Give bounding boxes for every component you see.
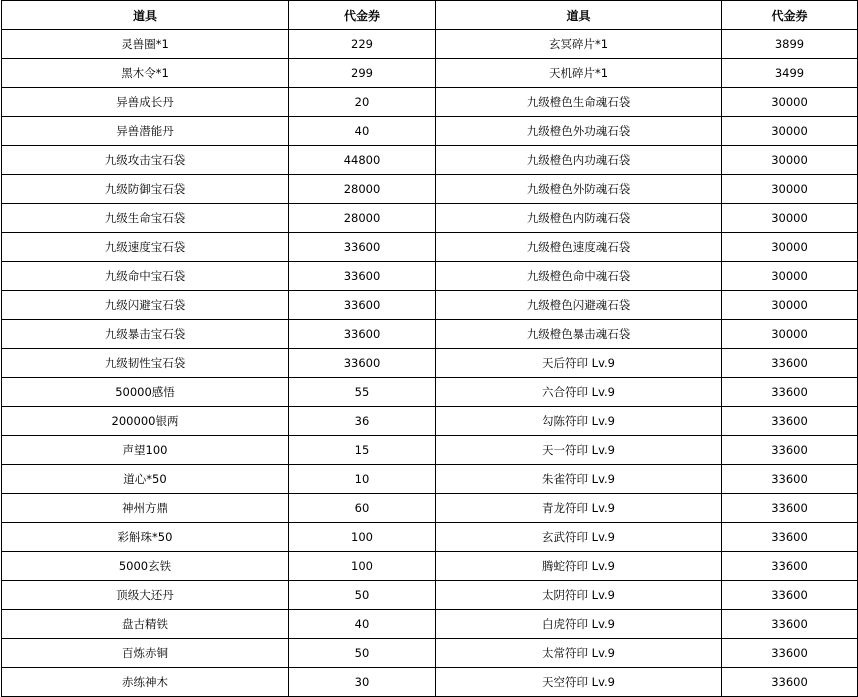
- left-price-cell: 44800: [289, 146, 436, 175]
- right-price-cell: 3899: [722, 30, 858, 59]
- left-price-cell: 36: [289, 407, 436, 436]
- left-item-cell: 神州方鼎: [2, 494, 289, 523]
- left-price-cell: 30: [289, 668, 436, 697]
- table-row: [2, 610, 858, 639]
- left-item-cell: 异兽成长丹: [2, 88, 289, 117]
- right-price-cell: 33600: [722, 610, 858, 639]
- table-row: [2, 378, 858, 407]
- table-row: [2, 262, 858, 291]
- table-row: [2, 291, 858, 320]
- right-item-cell: 九级橙色外防魂石袋: [436, 175, 722, 204]
- left-price-cell: 33600: [289, 233, 436, 262]
- left-price-cell: 28000: [289, 175, 436, 204]
- right-item-cell: 九级橙色闪避魂石袋: [436, 291, 722, 320]
- right-price-cell: 33600: [722, 494, 858, 523]
- left-price-cell: 33600: [289, 262, 436, 291]
- left-item-cell: 声望100: [2, 436, 289, 465]
- left-item-cell: 百炼赤铜: [2, 639, 289, 668]
- price-table: [1, 0, 858, 697]
- column-header-price-2: 代金券: [722, 1, 858, 30]
- right-price-cell: 30000: [722, 117, 858, 146]
- table-row: [2, 175, 858, 204]
- left-price-cell: 33600: [289, 349, 436, 378]
- left-price-cell: 50: [289, 639, 436, 668]
- left-price-cell: 229: [289, 30, 436, 59]
- column-header-item: 道具: [2, 1, 289, 30]
- table-row: [2, 59, 858, 88]
- left-item-cell: 九级攻击宝石袋: [2, 146, 289, 175]
- table-row: [2, 523, 858, 552]
- right-price-cell: 33600: [722, 407, 858, 436]
- left-item-cell: 异兽潜能丹: [2, 117, 289, 146]
- left-price-cell: 28000: [289, 204, 436, 233]
- right-item-cell: 九级橙色命中魂石袋: [436, 262, 722, 291]
- left-price-cell: 40: [289, 117, 436, 146]
- table-row: [2, 668, 858, 697]
- table-row: [2, 639, 858, 668]
- right-price-cell: 33600: [722, 349, 858, 378]
- table-row: [2, 494, 858, 523]
- right-item-cell: 九级橙色暴击魂石袋: [436, 320, 722, 349]
- table-row: [2, 581, 858, 610]
- right-price-cell: 33600: [722, 639, 858, 668]
- right-item-cell: 九级橙色内功魂石袋: [436, 146, 722, 175]
- right-item-cell: 勾陈符印 Lv.9: [436, 407, 722, 436]
- right-item-cell: 太常符印 Lv.9: [436, 639, 722, 668]
- right-price-cell: 30000: [722, 262, 858, 291]
- table-header-row: [2, 1, 858, 30]
- left-item-cell: 九级命中宝石袋: [2, 262, 289, 291]
- left-item-cell: 九级速度宝石袋: [2, 233, 289, 262]
- left-price-cell: 33600: [289, 320, 436, 349]
- right-item-cell: 九级橙色速度魂石袋: [436, 233, 722, 262]
- table-row: [2, 349, 858, 378]
- right-price-cell: 30000: [722, 320, 858, 349]
- left-item-cell: 彩斛珠*50: [2, 523, 289, 552]
- left-item-cell: 5000玄铁: [2, 552, 289, 581]
- right-item-cell: 朱雀符印 Lv.9: [436, 465, 722, 494]
- left-price-cell: 60: [289, 494, 436, 523]
- left-item-cell: 九级闪避宝石袋: [2, 291, 289, 320]
- right-price-cell: 30000: [722, 175, 858, 204]
- left-price-cell: 10: [289, 465, 436, 494]
- left-price-cell: 55: [289, 378, 436, 407]
- left-price-cell: 40: [289, 610, 436, 639]
- right-item-cell: 九级橙色生命魂石袋: [436, 88, 722, 117]
- right-price-cell: 30000: [722, 291, 858, 320]
- right-price-cell: 30000: [722, 88, 858, 117]
- table-row: [2, 552, 858, 581]
- right-item-cell: 九级橙色外功魂石袋: [436, 117, 722, 146]
- left-item-cell: 盘古精铁: [2, 610, 289, 639]
- left-price-cell: 33600: [289, 291, 436, 320]
- left-item-cell: 灵兽圈*1: [2, 30, 289, 59]
- table-row: [2, 146, 858, 175]
- left-item-cell: 50000感悟: [2, 378, 289, 407]
- column-header-item-2: 道具: [436, 1, 722, 30]
- table-row: [2, 233, 858, 262]
- right-item-cell: 玄冥碎片*1: [436, 30, 722, 59]
- left-price-cell: 299: [289, 59, 436, 88]
- table-row: [2, 88, 858, 117]
- left-item-cell: 黑木令*1: [2, 59, 289, 88]
- right-item-cell: 天空符印 Lv.9: [436, 668, 722, 697]
- table-body: [2, 30, 858, 697]
- right-price-cell: 33600: [722, 552, 858, 581]
- table-row: [2, 204, 858, 233]
- right-item-cell: 青龙符印 Lv.9: [436, 494, 722, 523]
- left-item-cell: 道心*50: [2, 465, 289, 494]
- left-price-cell: 20: [289, 88, 436, 117]
- left-price-cell: 15: [289, 436, 436, 465]
- right-item-cell: 天后符印 Lv.9: [436, 349, 722, 378]
- left-item-cell: 九级暴击宝石袋: [2, 320, 289, 349]
- right-price-cell: 30000: [722, 204, 858, 233]
- right-item-cell: 太阴符印 Lv.9: [436, 581, 722, 610]
- right-price-cell: 33600: [722, 668, 858, 697]
- left-price-cell: 50: [289, 581, 436, 610]
- right-price-cell: 30000: [722, 146, 858, 175]
- right-price-cell: 33600: [722, 378, 858, 407]
- right-price-cell: 33600: [722, 465, 858, 494]
- left-item-cell: 赤练神木: [2, 668, 289, 697]
- left-item-cell: 九级生命宝石袋: [2, 204, 289, 233]
- right-item-cell: 天一符印 Lv.9: [436, 436, 722, 465]
- left-item-cell: 九级韧性宝石袋: [2, 349, 289, 378]
- table-row: [2, 436, 858, 465]
- right-item-cell: 天机碎片*1: [436, 59, 722, 88]
- left-item-cell: 九级防御宝石袋: [2, 175, 289, 204]
- right-price-cell: 33600: [722, 436, 858, 465]
- column-header-price: 代金券: [289, 1, 436, 30]
- right-price-cell: 33600: [722, 523, 858, 552]
- left-price-cell: 100: [289, 523, 436, 552]
- right-item-cell: 白虎符印 Lv.9: [436, 610, 722, 639]
- right-item-cell: 腾蛇符印 Lv.9: [436, 552, 722, 581]
- table-row: [2, 320, 858, 349]
- right-price-cell: 30000: [722, 233, 858, 262]
- table-row: [2, 407, 858, 436]
- right-item-cell: 六合符印 Lv.9: [436, 378, 722, 407]
- left-price-cell: 100: [289, 552, 436, 581]
- table-row: [2, 117, 858, 146]
- right-price-cell: 3499: [722, 59, 858, 88]
- right-item-cell: 玄武符印 Lv.9: [436, 523, 722, 552]
- table-row: [2, 465, 858, 494]
- left-item-cell: 顶级大还丹: [2, 581, 289, 610]
- table-row: [2, 30, 858, 59]
- left-item-cell: 200000银两: [2, 407, 289, 436]
- right-price-cell: 33600: [722, 581, 858, 610]
- right-item-cell: 九级橙色内防魂石袋: [436, 204, 722, 233]
